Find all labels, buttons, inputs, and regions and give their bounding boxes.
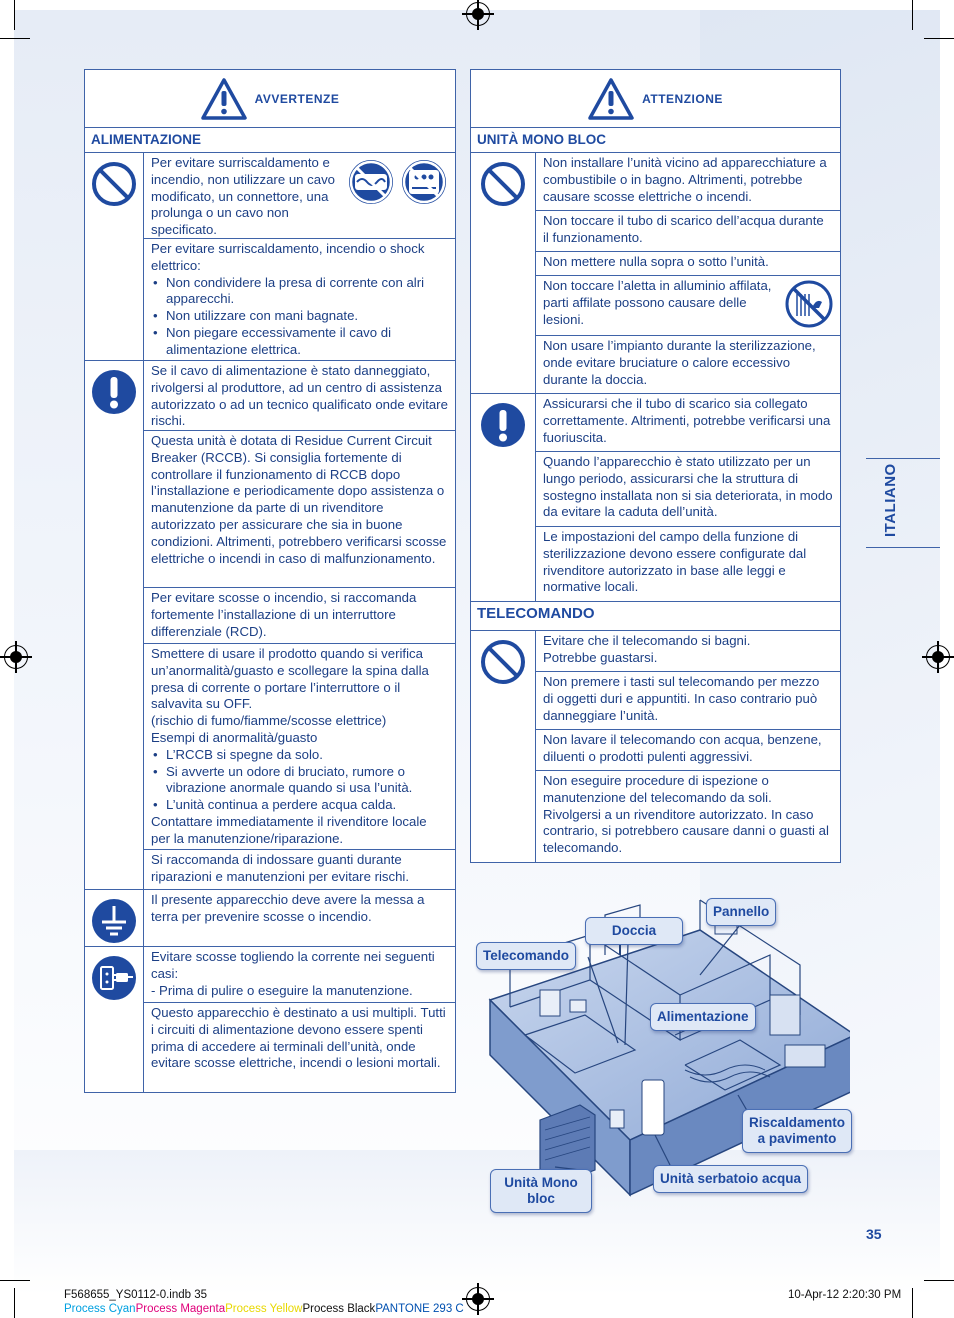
prohibition-icon	[480, 161, 526, 207]
crop-mark	[912, 0, 913, 30]
callout-riscaldamento: Riscaldamento a pavimento	[742, 1109, 852, 1153]
page-number: 35	[866, 1226, 882, 1242]
warning-outro: Contattare immediatamente il rivenditore locale per la manutenzione/riparazione.	[151, 813, 427, 846]
warning-bullet: • L’RCCB si spegne da solo.	[151, 747, 448, 764]
caution-item: Quando l’apparecchio è stato utilizzato per un lungo periodo, assicurarsi che la struttura di sostegno installata non si sia deteriorata, in modo da evitare la caduta dell’unità.	[536, 452, 840, 527]
warning-intro-note: - Prima di pulire o eseguire la manutenzione.	[151, 982, 413, 998]
callout-pannello: Pannello	[706, 898, 776, 926]
installation-diagram	[470, 895, 850, 1215]
process-color-label: Process Black	[302, 1303, 376, 1315]
section-title-telecomando: TELECOMANDO	[471, 602, 840, 631]
callout-alimentazione: Alimentazione	[650, 1003, 756, 1031]
footer-file: F568655_YS0112-0.indb 35	[64, 1289, 208, 1301]
crop-mark	[0, 1280, 30, 1281]
caution-item: Non lavare il telecomando con acqua, benzene, diluenti o prodotti pulenti aggressivi.	[536, 730, 840, 771]
warning-item: Il presente apparecchio deve avere la messa a terra per prevenire scosse o incendio.	[151, 892, 425, 924]
warnings-title: AVVERTENZE	[254, 91, 340, 106]
registration-mark-icon	[466, 2, 490, 26]
cautions-header	[471, 70, 840, 128]
warning-item: Questa unità è dotata di Residue Current Circuit Breaker (RCCB). Si consiglia fortemente di controllare il funzionamento di RCCB dopo l’installazione e periodicamente dopo assistenza o manutenzione da parte di un rivenditore autorizzato per assicurare che sia in buone condizioni. Altrimenti, potrebbero verificarsi scosse elettriche o incendi in caso di malfunzionamento.	[144, 431, 455, 588]
language-tab	[866, 458, 940, 548]
warning-intro: Per evitare surriscaldamento, incendio o shock elettrico:	[151, 241, 425, 273]
caution-item: Non usare l’impianto durante la sterilizzazione, onde evitare bruciature o calore eccessivo durante la doccia.	[543, 338, 816, 387]
process-colors	[64, 1303, 464, 1315]
remote-prohibitions-group	[471, 631, 840, 862]
mono-bloc-prohibitions-group	[471, 153, 840, 394]
earth-group	[85, 890, 455, 947]
footer-date: 10-Apr-12 2:20:30 PM	[788, 1289, 902, 1301]
registration-mark-icon	[466, 1287, 490, 1311]
mono-bloc-mandatory-group	[471, 394, 840, 602]
caution-intro-note: Potrebbe guastarsi.	[543, 649, 658, 665]
caution-item: Non mettere nulla sopra o sotto l’unità.	[536, 252, 840, 276]
cautions-title: ATTENZIONE	[642, 91, 723, 106]
caution-triangle-icon	[588, 78, 634, 120]
crop-mark	[924, 1280, 954, 1281]
unplug-power-icon	[91, 955, 137, 1001]
cautions-box	[470, 69, 841, 863]
earth-ground-icon	[91, 898, 137, 944]
warning-bullet: • Non condividere la presa di corrente con alri apparecchi.	[151, 275, 448, 309]
registration-mark-icon	[926, 645, 950, 669]
section-title-alimentazione: ALIMENTAZIONE	[85, 128, 455, 153]
section-title-mono-bloc: UNITÀ MONO BLOC	[471, 128, 840, 153]
warning-item	[144, 644, 455, 850]
callout-telecomando: Telecomando	[476, 942, 576, 970]
crop-mark	[912, 1288, 913, 1318]
unplug-group	[85, 947, 455, 1092]
caution-intro: Evitare che il telecomando si bagni.	[543, 633, 751, 648]
warnings-box	[84, 69, 456, 1093]
callout-unita-mono-bloc: Unità Mono bloc	[490, 1169, 592, 1213]
warning-intro: Smettere di usare il prodotto quando si verifica un’anormalità/guasto e scollegare la spina dalla presa di corrente o portare l’interruttore o il salvavita su OFF.	[151, 646, 429, 712]
warning-bullet: • Si avverte un odore di bruciato, rumore o vibrazione anormale quando si usa l’unità.	[151, 764, 448, 798]
language-tab-label: ITALIANO	[882, 463, 899, 537]
crop-mark	[14, 1288, 15, 1318]
power-mandatory-group	[85, 361, 455, 890]
caution-item: Le impostazioni del campo della funzione di sterilizzazione devono essere configurate dal rivenditore autorizzato in base alle leggi e normative locali.	[543, 529, 807, 595]
warning-item: Si raccomanda di indossare guanti durante riparazioni e manutenzioni per evitare rischi.	[151, 852, 410, 884]
mandatory-exclamation-icon	[480, 402, 526, 448]
caution-item: Non installare l’unità vicino ad apparecchiature a combustibile o in bagno. Altrimenti, potrebbe causare scosse elettriche o incendi.	[536, 153, 840, 211]
warning-bullet: • L’unità continua a perdere acqua calda.	[151, 797, 448, 814]
caution-item	[536, 631, 840, 672]
warning-text: Per evitare surriscaldamento e incendio, non utilizzare un cavo modificato, un connettore, una prolunga o un cavo non specificato.	[151, 155, 336, 238]
caution-item: Non eseguire procedure di ispezione o manutenzione del telecomando da soli. Rivolgersi a un rivenditore autorizzato. In caso contrario, si potrebbero causare danni o guasti al telecomando.	[543, 773, 829, 856]
warning-bullet: • Non utilizzare con mani bagnate.	[151, 308, 448, 325]
caution-text: Non toccare l’aletta in alluminio affilata, parti affilate possono causare delle lesioni.	[543, 278, 772, 327]
warning-item: Se il cavo di alimentazione è stato danneggiato, rivolgersi al produttore, ad un centro di assistenza autorizzato o ad un tecnico qualificato onde evitare rischi.	[144, 361, 455, 431]
modified-cable-prohibited-icon	[347, 158, 395, 206]
power-prohibitions-group	[85, 153, 455, 361]
warning-triangle-icon	[201, 78, 247, 120]
process-color-label: Process Yellow	[225, 1303, 303, 1315]
caution-item: Non premere i tasti sul telecomando per mezzo di oggetti duri e appuntiti. In caso contrario può danneggiare l’unità.	[536, 672, 840, 730]
warning-item	[144, 947, 455, 1003]
warning-intro: Evitare scosse togliendo la corrente nei seguenti casi:	[151, 949, 435, 981]
mandatory-exclamation-icon	[91, 369, 137, 415]
caution-item: Non toccare il tubo di scarico dell’acqua durante il funzionamento.	[536, 211, 840, 252]
warning-item	[144, 239, 455, 360]
crop-mark	[0, 38, 30, 39]
warning-intro-note: (rischio di fumo/fiamme/scosse elettrice)	[151, 713, 387, 729]
crop-mark	[14, 0, 15, 30]
no-touch-fin-icon	[785, 280, 833, 328]
process-color-label: Process Magenta	[135, 1303, 226, 1315]
crop-mark	[924, 38, 954, 39]
caution-item	[536, 276, 840, 336]
warnings-header	[85, 70, 455, 128]
warning-item	[144, 153, 455, 239]
prohibition-icon	[480, 639, 526, 685]
warning-item: Per evitare scosse o incendio, si raccomanda fortemente l’installazione di un interruttore differenziale (RCD).	[144, 588, 455, 644]
warning-bullet: • Non piegare eccessivamente il cavo di alimentazione elettrica.	[151, 325, 448, 359]
extension-cord-prohibited-icon	[400, 158, 448, 206]
process-color-label: Process Cyan	[64, 1303, 136, 1315]
registration-mark-icon	[4, 645, 28, 669]
callout-serbatoio: Unità serbatoio acqua	[653, 1165, 808, 1193]
warning-examples-title: Esempi di anormalità/guasto	[151, 729, 318, 745]
process-color-label: PANTONE 293 C	[375, 1303, 464, 1315]
callout-doccia: Doccia	[585, 917, 683, 945]
warning-item: Questo apparecchio è destinato a usi multipli. Tutti i circuiti di alimentazione devono essere spenti prima di accedere ai terminali dell’unità, onde evitare scosse elettriche, incendi o lesioni mortali.	[151, 1005, 446, 1071]
prohibition-icon	[91, 161, 137, 207]
caution-item: Assicurarsi che il tubo di scarico sia collegato correttamente. Altrimenti, potrebbe verificarsi una fuoriuscita.	[536, 394, 840, 452]
